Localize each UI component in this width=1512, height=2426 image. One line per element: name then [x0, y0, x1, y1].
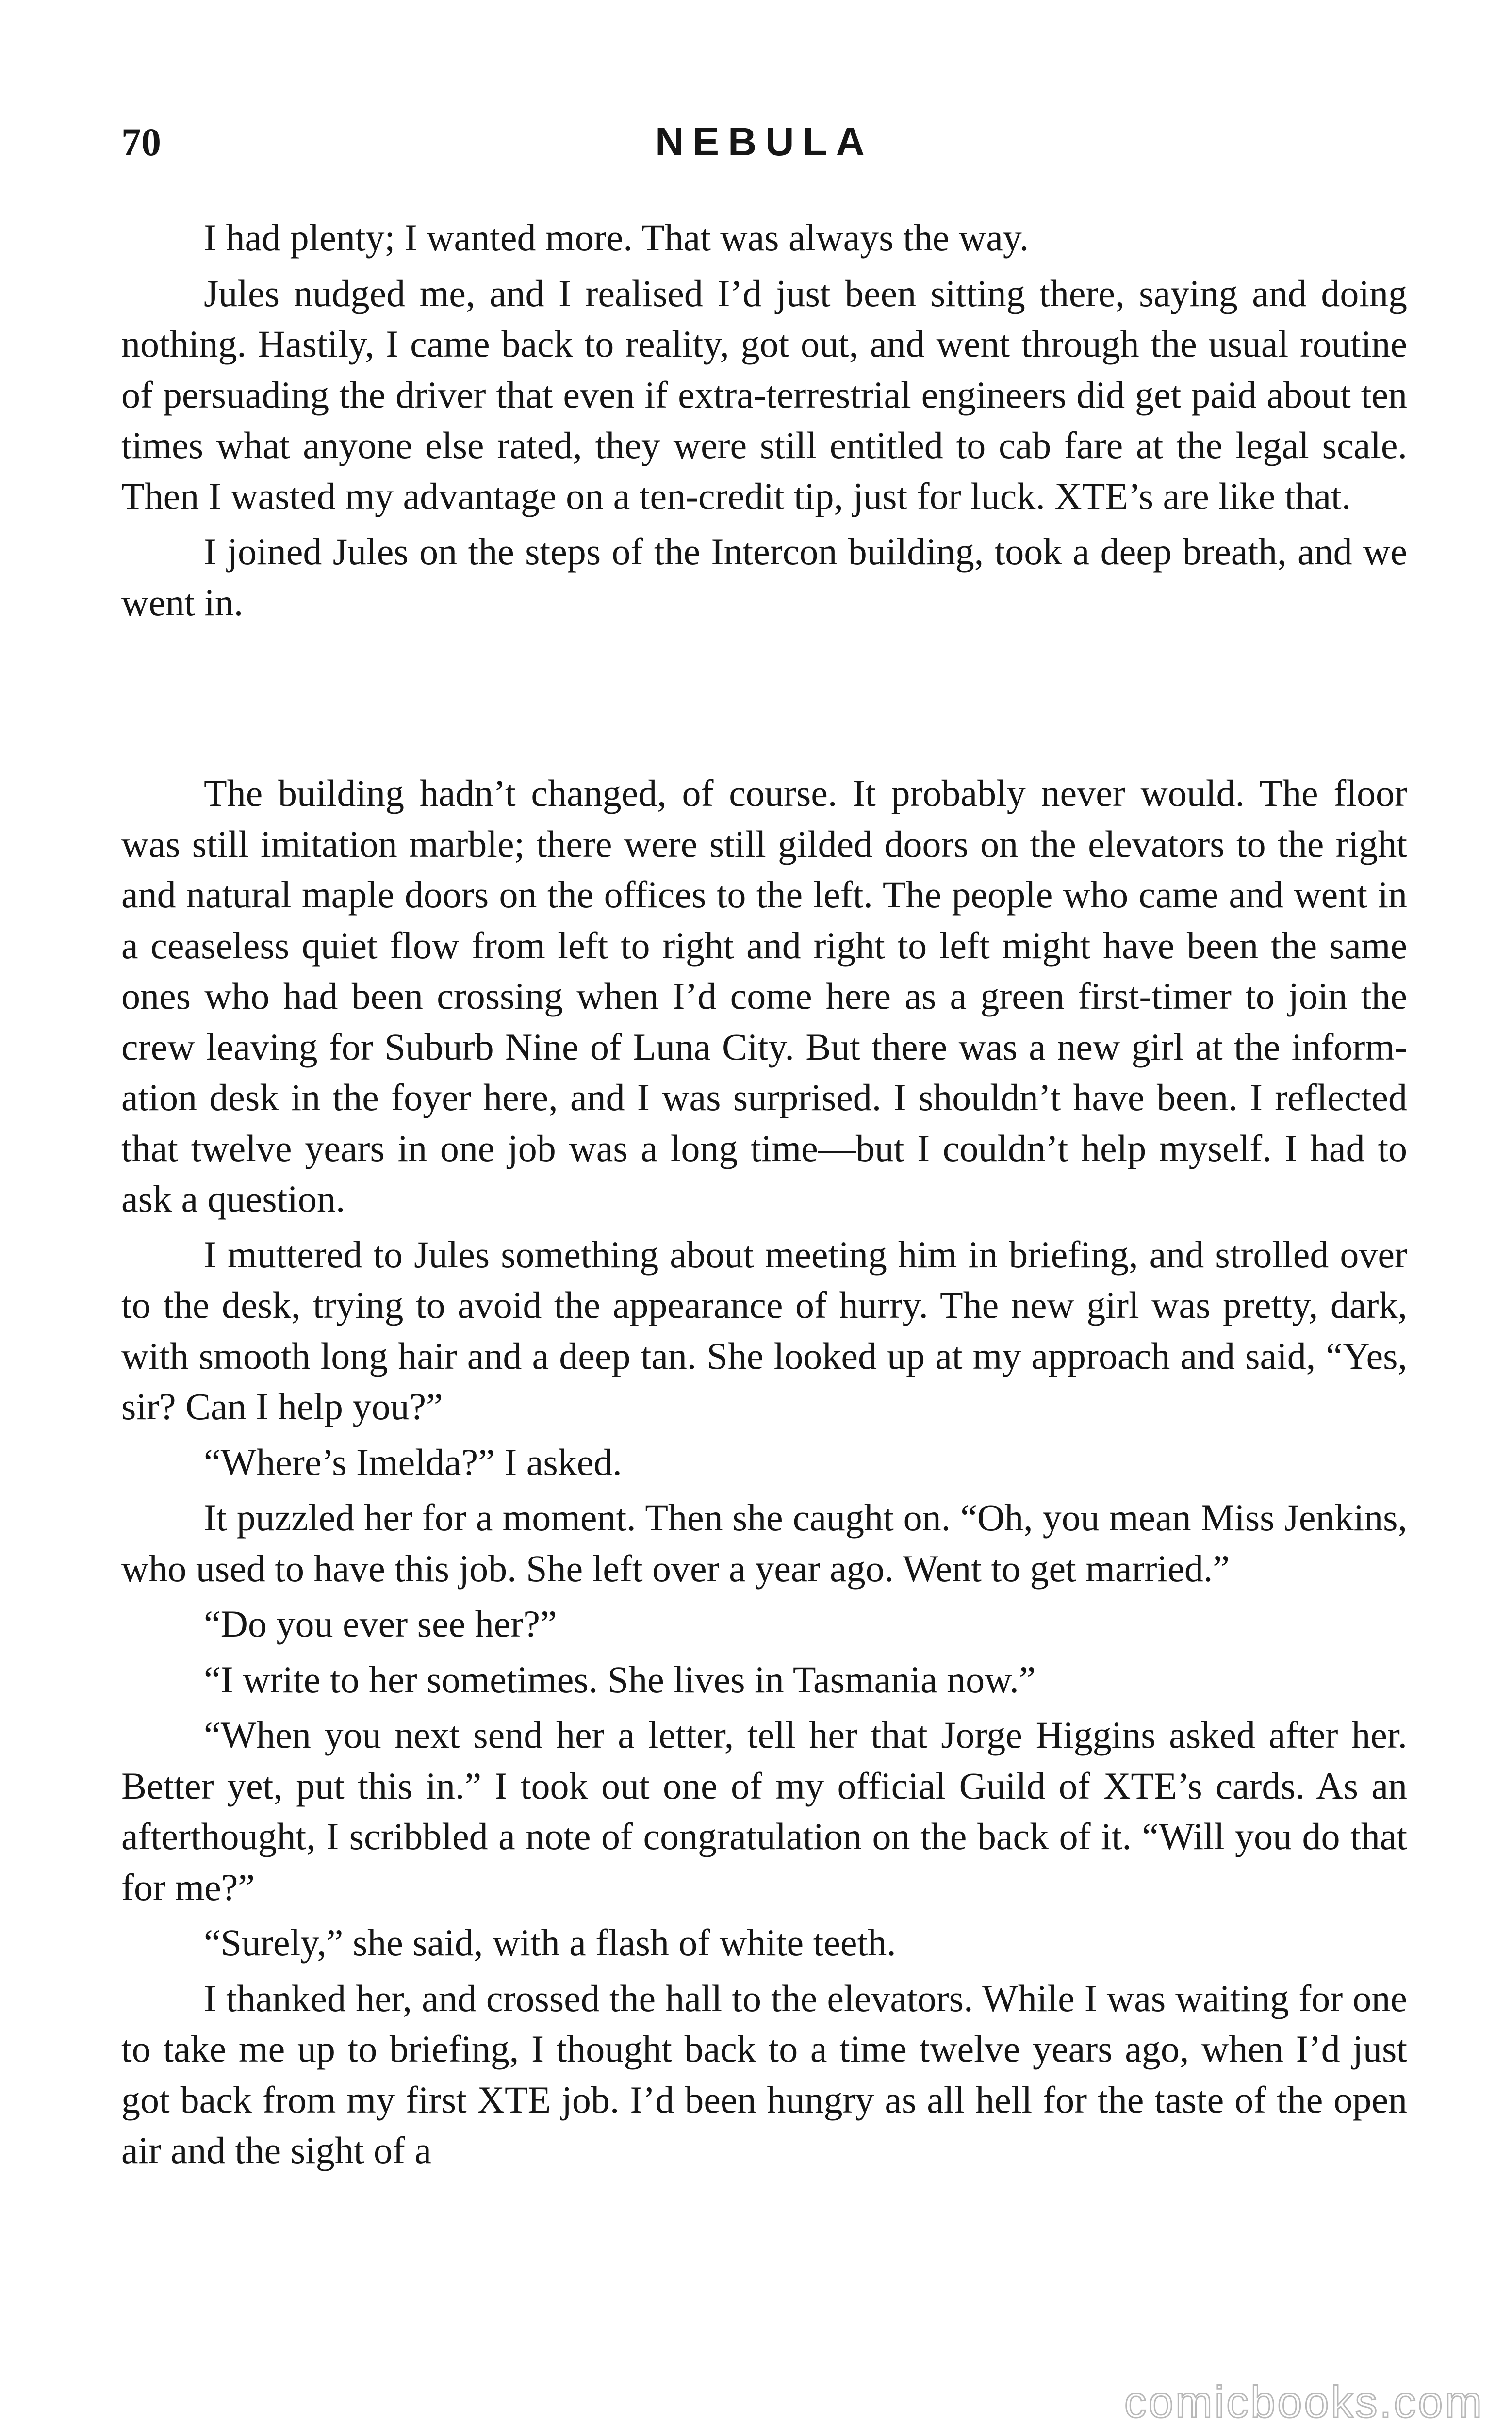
paragraph: The building hadn’t changed, of course. It probably never would. The floor was still imitation marble; there were still gilded doors on the elevators to the right and natural maple doors on the offices to the left. The people who came and went in a ceaseless quiet flow from left to right and right to left might have been the same ones who had been crossing when I’d come here as a green first-timer to join the crew leaving for Suburb Nine of Luna City. But there was a new girl at the inform-ation desk in the foyer here, and I was surprised. I shouldn’t have been. I reflected that twelve years in one job was a long time—but I couldn’t help myself. I had to ask a question. [121, 772, 1407, 1220]
paragraph: I thanked her, and crossed the hall to the elevators. While I was waiting for one to take me up to briefing, I thought back to a time twelve years ago, when I’d just got back from my first XTE job. I’d been hungry as all hell for the taste of the open air and the sight of a [121, 1977, 1407, 2171]
text-section-1 [121, 213, 1407, 628]
paragraph: “Where’s Imelda?” I asked. [204, 1441, 622, 1483]
paragraph: Jules nudged me, and I realised I’d just been sitting there, saying and doing nothing. Hastily, I came back to reality, got out, and went through the usual routine of persuading the driver that even if extra-terrestrial engineers did get paid about ten times what anyone else rated, they were still entitled to cab fare at the legal scale. Then I wasted my advantage on a ten-credit tip, just for luck. XTE’s are like that. [121, 272, 1407, 517]
paragraph: I muttered to Jules something about meeting him in briefing, and strolled over to the desk, trying to avoid the appearance of hurry. The new girl was pretty, dark, with smooth long hair and a deep tan. She looked up at my approach and said, “Yes, sir? Can I help you?” [121, 1233, 1407, 1427]
paragraph: It puzzled her for a moment. Then she caught on. “Oh, you mean Miss Jenkins, who used to have this job. She left over a year ago. Went to get married.” [121, 1496, 1407, 1590]
paragraph: “Surely,” she said, with a flash of white teeth. [204, 1921, 896, 1964]
paragraph: “Do you ever see her?” [204, 1603, 557, 1645]
watermark: comicbooks.com [1124, 2377, 1484, 2426]
paragraph: I joined Jules on the steps of the Intercon building, took a deep breath, and we went in. [121, 530, 1407, 623]
page-header [121, 115, 1407, 169]
text-section-2 [121, 768, 1407, 2176]
running-title: NEBULA [655, 120, 873, 164]
paragraph: “When you next send her a letter, tell her that Jorge Higgins asked after her. Better yet, put this in.” I took out one of my official Guild of XTE’s cards. As an afterthought, I scribbled a note of congratulation on the back of it. “Will you do that for me?” [121, 1714, 1407, 1908]
paragraph: “I write to her sometimes. She lives in Tasmania now.” [204, 1658, 1036, 1701]
paragraph: I had plenty; I wanted more. That was always the way. [204, 216, 1029, 259]
page-number: 70 [121, 120, 161, 164]
